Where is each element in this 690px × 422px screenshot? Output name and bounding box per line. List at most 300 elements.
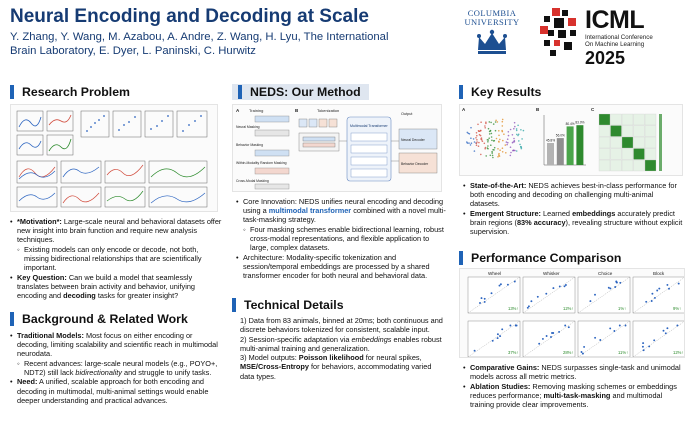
embedding-point	[489, 133, 491, 135]
section-accent-bar	[10, 312, 14, 326]
heatmap-cell	[622, 114, 633, 125]
perf-point	[648, 345, 650, 347]
embedding-point	[502, 147, 504, 149]
comparative-gains-bullet	[463, 363, 685, 381]
embedding-point	[495, 121, 497, 123]
perf-panel-title: Choice	[598, 271, 613, 276]
heatmap-cell	[622, 126, 633, 137]
technical-item-3-text-a: 3) Model outputs:	[240, 353, 299, 363]
perf-point	[564, 285, 566, 287]
embedding-point	[510, 152, 512, 154]
heatmap-cell	[634, 149, 645, 160]
motivation-subbullet	[10, 245, 224, 272]
emergent-bold-2: 83% accuracy	[516, 217, 566, 227]
embedding-point	[480, 154, 482, 156]
icml-subtitle-line1: International Conference	[585, 34, 653, 41]
recent-advances-subbullet	[10, 359, 224, 377]
perf-point	[559, 285, 561, 287]
embedding-point	[521, 148, 523, 150]
embedding-point	[478, 145, 480, 147]
heatmap-cell	[599, 149, 610, 160]
emergent-label: Emergent Structure:	[470, 208, 542, 218]
embedding-point	[470, 144, 472, 146]
embedding-point	[497, 156, 499, 158]
embedding-point	[488, 137, 490, 139]
multimodal-transformer-highlight: multimodal transformer	[268, 206, 352, 216]
core-innovation-text-a: Core Innovation: NEDS unifies neural encoding and decoding using a	[243, 197, 444, 216]
accuracy-bar-label: 80.4%	[565, 121, 575, 126]
technical-item-3-text-m: for neural spikes,	[363, 353, 422, 363]
emergent-text-a: Learned	[541, 208, 573, 218]
embedding-point	[513, 138, 515, 140]
embedding-point	[495, 120, 497, 122]
perf-point	[619, 325, 621, 327]
columbia-logo-line1: COLUMBIA	[467, 8, 517, 18]
embedding-point	[468, 142, 470, 144]
embedding-point	[496, 138, 498, 140]
columbia-logo-line2: UNIVERSITY	[464, 17, 520, 27]
embedding-point	[502, 125, 504, 127]
perf-point	[537, 296, 539, 298]
heatmap-cell	[599, 137, 610, 148]
embedding-point	[477, 124, 479, 126]
perf-point	[545, 293, 547, 295]
technical-item-3	[240, 353, 446, 380]
section-background	[10, 311, 188, 327]
embedding-point	[466, 141, 468, 143]
section-technical	[232, 297, 344, 313]
need-label: Need:	[17, 377, 38, 387]
embedding-point	[476, 132, 478, 134]
embedding-point	[474, 150, 476, 152]
section-title: Key Results	[471, 85, 542, 99]
embedding-point	[506, 144, 508, 146]
perf-point	[594, 294, 596, 296]
perf-point	[514, 281, 516, 283]
heatmap-cell	[611, 114, 622, 125]
perf-point	[656, 290, 658, 292]
need-text: A unified, scalable approach for both encoding and decoding in multimodal, multi-animal settings would enable deeper understanding and practical advances.	[17, 377, 209, 405]
panel-label-c: C	[591, 107, 595, 112]
research-problem-figure	[10, 104, 218, 212]
perf-gain-label: 9%↑	[673, 306, 682, 311]
embedding-point	[512, 134, 514, 136]
section-title: Background & Related Work	[22, 312, 188, 326]
embedding-point	[485, 121, 487, 123]
perf-point	[558, 331, 560, 333]
perf-point	[583, 346, 585, 348]
embedding-point	[480, 135, 482, 137]
embedding-point	[484, 148, 486, 150]
fig-label-output: Output	[401, 112, 413, 116]
embedding-point	[514, 126, 516, 128]
section-accent-bar	[459, 251, 463, 265]
embedding-point	[487, 141, 489, 143]
technical-item-1	[240, 316, 446, 334]
fig-label-neural-masking: Neural Masking	[236, 125, 260, 129]
recent-advances-text-b: and struggle to unify tasks.	[121, 367, 212, 377]
perf-gain-label: 12%↑	[563, 306, 574, 311]
embedding-point	[505, 144, 507, 146]
perf-gain-label: 1%↑	[618, 306, 627, 311]
key-question-text-a: Can we build a model that seamlessly translates between brain activity and behavior, unifying encoding and	[17, 272, 195, 300]
embedding-point	[502, 140, 504, 142]
embedding-point	[492, 149, 494, 151]
perf-point	[552, 287, 554, 289]
embedding-point	[502, 151, 504, 153]
embedding-point	[501, 130, 503, 132]
perf-panel-title: Block	[653, 271, 665, 276]
embedding-point	[510, 146, 512, 148]
embedding-point	[474, 141, 476, 143]
perf-point	[643, 349, 645, 351]
author-list	[10, 30, 440, 58]
embedding-point	[490, 122, 492, 124]
motivation-text: Large-scale neural and behavioral datasets offer new insight into brain function and require new analysis techniques.	[17, 217, 222, 245]
key-question-bold: decoding	[63, 290, 96, 300]
results-figure	[459, 104, 683, 176]
heatmap-cell	[645, 126, 656, 137]
embedding-point	[480, 138, 482, 140]
section-method	[232, 84, 369, 100]
embedding-point	[467, 132, 469, 134]
perf-point	[665, 332, 667, 334]
masking-schemes-subbullet	[236, 225, 446, 252]
embedding-point	[518, 140, 520, 142]
embedding-point	[478, 142, 480, 144]
embedding-point	[519, 144, 521, 146]
perf-point	[492, 340, 494, 342]
comparative-gains-label: Comparative Gains:	[470, 363, 540, 372]
embedding-point	[482, 140, 484, 142]
poster-header	[0, 0, 690, 80]
embedding-point	[521, 138, 523, 140]
fig-label-within-modality: Within-Modality Random Masking	[236, 161, 287, 165]
emergent-structure-bullet	[463, 209, 685, 236]
perf-point	[654, 297, 656, 299]
heatmap-cell	[611, 160, 622, 171]
embedding-point	[493, 123, 495, 125]
embedding-point	[495, 130, 497, 132]
perf-point	[594, 337, 596, 339]
perf-point	[509, 325, 511, 327]
embedding-point	[473, 138, 475, 140]
embedding-point	[520, 129, 522, 131]
perf-point	[609, 287, 611, 289]
technical-item-2-text-b: enables robust multi-animal training and generalization.	[240, 334, 442, 353]
perf-point	[668, 288, 670, 290]
embedding-point	[492, 157, 494, 159]
heatmap-colorbar	[659, 114, 662, 171]
perf-point	[651, 300, 653, 302]
research-problem-text	[10, 217, 224, 300]
core-innovation-text-b: combined with a novel multi-task-masking strategy.	[243, 206, 446, 225]
embedding-point	[510, 129, 512, 131]
embedding-point	[516, 128, 518, 130]
embedding-point	[476, 139, 478, 141]
embedding-point	[491, 152, 493, 154]
embedding-point	[498, 130, 500, 132]
accuracy-bar-label: 45.8%	[546, 138, 556, 143]
perf-point	[565, 284, 567, 286]
fig-label-cross-modal: Cross-Modal Masking	[236, 179, 269, 183]
heatmap-cell	[599, 114, 610, 125]
svg-text:B: B	[295, 108, 299, 113]
perf-point	[500, 283, 502, 285]
fig-label-training: Training	[249, 108, 264, 113]
perf-point	[678, 283, 680, 285]
embedding-point	[518, 134, 520, 136]
perf-point	[499, 335, 501, 337]
emergent-bold-1: embeddings	[572, 208, 616, 218]
ablation-bullet	[463, 382, 685, 409]
motivation-sub-text: Existing models can only encode or decode, not both, missing bidirectional relationships that are scientifically important.	[24, 244, 202, 272]
ablation-label: Ablation Studies:	[470, 381, 531, 391]
embedding-point	[523, 130, 525, 132]
embedding-point	[513, 128, 515, 130]
embedding-point	[507, 138, 509, 140]
embedding-scatter	[466, 119, 524, 159]
perf-point	[516, 325, 518, 327]
method-architecture-figure	[232, 104, 442, 192]
heatmap-cell	[634, 114, 645, 125]
perf-point	[582, 353, 584, 355]
section-results	[459, 84, 541, 100]
embedding-point	[490, 130, 492, 132]
technical-item-2-text-a: 2) Session-specific adaptation via	[240, 334, 352, 344]
embedding-point	[491, 133, 493, 135]
key-question-text-b: tasks for greater insight?	[95, 290, 179, 300]
heatmap-cell	[611, 137, 622, 148]
perf-point	[651, 293, 653, 295]
embedding-point	[494, 147, 496, 149]
icml-pixel-mark-icon	[538, 8, 582, 58]
heatmap-cell	[645, 149, 656, 160]
embedding-point	[485, 155, 487, 157]
perf-point	[653, 339, 655, 341]
perf-point	[499, 285, 501, 287]
svg-text:A: A	[236, 108, 240, 113]
section-accent-bar	[459, 85, 463, 99]
embedding-point	[499, 149, 501, 151]
embedding-point	[507, 142, 509, 144]
embedding-point	[471, 142, 473, 144]
embedding-point	[512, 150, 514, 152]
embedding-point	[484, 125, 486, 127]
recent-advances-text-a: Recent advances: large-scale neural models (e.g., POYO+, NDT2) still lack	[24, 358, 218, 377]
embedding-point	[514, 122, 516, 124]
technical-text	[240, 316, 446, 381]
embedding-point	[491, 136, 493, 138]
ablation-text-a: Removing masking schemes or embeddings reduces performance;	[470, 381, 677, 400]
embedding-point	[505, 152, 507, 154]
embedding-point	[498, 141, 500, 143]
key-question-label: Key Question:	[17, 272, 67, 282]
embedding-point	[490, 144, 492, 146]
perf-gain-label: 13%↑	[508, 306, 519, 311]
perf-point	[546, 335, 548, 337]
technical-item-2	[240, 335, 446, 353]
technical-item-1-text: 1) Data from 83 animals, binned at 20ms; both continuous and discrete behaviors tokenized for consistent, scalable input.	[240, 316, 443, 335]
perf-point	[484, 301, 486, 303]
perf-point	[497, 333, 499, 335]
perf-point	[484, 298, 486, 300]
heatmap-cell	[634, 160, 645, 171]
embedding-point	[508, 135, 510, 137]
perf-point	[552, 332, 554, 334]
embedding-point	[498, 153, 500, 155]
embedding-point	[516, 150, 518, 152]
embedding-point	[508, 131, 510, 133]
panel-label-a: A	[462, 107, 466, 112]
embedding-point	[516, 134, 518, 136]
technical-item-3-text-c: for behaviors, accommodating varied data types.	[240, 362, 432, 381]
accuracy-bar	[547, 143, 554, 165]
section-accent-bar	[232, 298, 236, 312]
accuracy-bar	[557, 138, 564, 165]
embedding-point	[489, 121, 491, 123]
heatmap-cell	[634, 126, 645, 137]
fig-label-tokenization: Tokenization	[317, 108, 340, 113]
perf-gain-label: 37%↑	[508, 350, 519, 355]
perf-point	[676, 325, 678, 327]
traditional-models-label: Traditional Models:	[17, 331, 84, 340]
embedding-point	[498, 154, 500, 156]
motivation-bullet	[10, 217, 224, 244]
columbia-logo	[462, 9, 522, 55]
perf-panel-title: Whisker	[543, 271, 560, 276]
icml-wordmark: ICML	[585, 6, 645, 34]
heatmap-cell	[645, 137, 656, 148]
perf-point	[663, 330, 665, 332]
embedding-point	[484, 143, 486, 145]
performance-text	[463, 363, 685, 409]
traditional-models-text: Most focus on either encoding or decoding, limiting scalability and scientific reach in multimodal neurodata.	[17, 331, 218, 359]
perf-point	[645, 301, 647, 303]
embedding-point	[510, 155, 512, 157]
heatmap-cell	[622, 137, 633, 148]
icml-subtitle-line2: On Machine Learning	[585, 41, 645, 48]
section-title: NEDS: Our Method	[250, 85, 361, 99]
accuracy-bar	[567, 126, 574, 165]
perf-point	[642, 346, 644, 348]
confusion-heatmap	[599, 114, 662, 171]
emergent-text-b: accurately predict brain regions (	[470, 208, 675, 227]
authors-line-2: Brain Laboratory, E. Dyer, L. Paninski, C. Hurwitz	[10, 45, 256, 57]
background-text	[10, 331, 224, 405]
embedding-point	[502, 119, 504, 121]
recent-advances-italic: bidirectionality	[75, 367, 122, 377]
perf-point	[658, 288, 660, 290]
embedding-point	[476, 144, 478, 146]
embedding-point	[498, 135, 500, 137]
perf-point	[501, 328, 503, 330]
heatmap-cell	[599, 126, 610, 137]
sota-text: NEDS achieves best-in-class performance for both encoding and decoding on challenging multi-animal datasets.	[470, 181, 677, 209]
perf-point	[615, 281, 617, 283]
heatmap-cell	[611, 149, 622, 160]
embedding-point	[480, 121, 482, 123]
need-bullet	[10, 377, 224, 404]
architecture-bullet	[236, 253, 446, 280]
embedding-point	[517, 125, 519, 127]
embedding-point	[470, 137, 472, 139]
embedding-point	[480, 130, 482, 132]
technical-item-3-bold-1: Poisson likelihood	[298, 353, 364, 363]
emergent-text-c: ), revealing structure without explicit supervision.	[470, 217, 683, 236]
heatmap-cell	[622, 149, 633, 160]
embedding-point	[493, 140, 495, 142]
perf-point	[542, 338, 544, 340]
perf-gain-label: 11%↑	[618, 350, 629, 355]
embedding-point	[516, 130, 518, 132]
embedding-point	[476, 135, 478, 137]
perf-point	[479, 302, 481, 304]
section-title: Technical Details	[244, 298, 344, 312]
technical-item-3-bold-2: MSE/Cross-Entropy	[240, 362, 309, 372]
section-title: Research Problem	[22, 85, 130, 99]
embedding-point	[476, 141, 478, 143]
heatmap-cell	[645, 160, 656, 171]
perf-point	[538, 343, 540, 345]
accuracy-bars	[546, 121, 585, 165]
embedding-point	[484, 127, 486, 129]
section-research-problem	[10, 84, 130, 100]
perf-point	[507, 284, 509, 286]
perf-point	[481, 297, 483, 299]
heatmap-cell	[634, 137, 645, 148]
results-text	[463, 181, 685, 237]
embedding-point	[478, 130, 480, 132]
performance-figure	[459, 268, 685, 358]
embedding-point	[497, 148, 499, 150]
method-text	[236, 197, 446, 280]
perf-point	[642, 342, 644, 344]
fig-label-behavior-masking: Behavior Masking	[236, 143, 263, 147]
icml-subtitle	[585, 34, 653, 48]
perf-point	[491, 292, 493, 294]
accuracy-bar-label: 83.0%	[575, 120, 585, 125]
architecture-text: Architecture: Modality-specific tokenization and session/temporal embeddings are processed by a shared transformer encoder for both neural and behavioral data.	[243, 252, 430, 280]
perf-point	[666, 327, 668, 329]
section-performance	[459, 250, 621, 266]
key-question-bullet	[10, 273, 224, 300]
perf-point	[528, 305, 530, 307]
embedding-point	[499, 139, 501, 141]
perf-point	[613, 330, 615, 332]
perf-point	[625, 325, 627, 327]
embedding-point	[490, 155, 492, 157]
accuracy-bar	[576, 125, 583, 165]
heatmap-cell	[611, 126, 622, 137]
motivation-label: *Motivation*:	[17, 217, 62, 226]
perf-point	[497, 337, 499, 339]
section-accent-bar	[238, 85, 242, 99]
perf-point	[568, 326, 570, 328]
sota-label: State-of-the-Art:	[470, 181, 527, 190]
comparative-gains-text: NEDS surpasses single-task and unimodal models across all metric metrics.	[470, 363, 681, 382]
perf-point	[599, 339, 601, 341]
perf-point	[564, 325, 566, 327]
section-accent-bar	[10, 85, 14, 99]
embedding-point	[502, 121, 504, 123]
embedding-point	[491, 140, 493, 142]
technical-item-2-italic: embeddings	[351, 334, 392, 344]
perf-point	[530, 300, 532, 302]
embedding-point	[487, 147, 489, 149]
accuracy-bar-label: 56.0%	[555, 133, 565, 138]
panel-label-b: B	[536, 107, 540, 112]
